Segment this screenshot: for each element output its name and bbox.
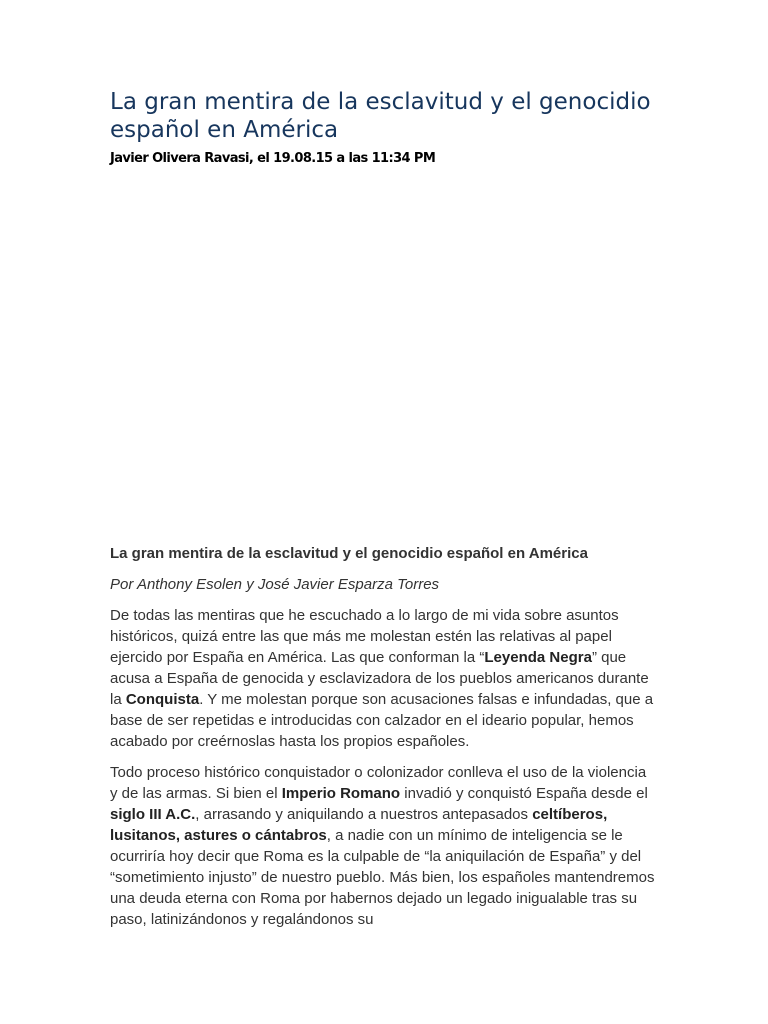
conquista-bold: Conquista xyxy=(125,691,200,708)
leyenda-negra-bold: Leyenda Negra xyxy=(484,649,592,666)
paragraph-1-text-2: ” que acusa a España de genocida y esclavizadora de los pueblos americanos durante la xyxy=(110,649,649,708)
article-authors: Por Anthony Esolen y José Javier Esparza Torres xyxy=(110,576,440,593)
article-body xyxy=(110,543,655,940)
paragraph-1-text-1: De todas las mentiras que he escuchado a lo largo de mi vida sobre asuntos históricos, quizá entre las que más me molestan estén las relativas al papel ejercido por España en América. Las que conforman la “ xyxy=(110,607,619,666)
article-subtitle: La gran mentira de la esclavitud y el genocidio español en América xyxy=(110,545,588,562)
siglo-bold: siglo III A.C. xyxy=(110,806,196,823)
article-title: La gran mentira de la esclavitud y el genocidio español en América xyxy=(110,89,651,143)
paragraph-2-text-1: Todo proceso histórico conquistador o colonizador conlleva el uso de la violencia y de las armas. Si bien el xyxy=(110,764,647,802)
imperio-romano-bold: Imperio Romano xyxy=(281,785,401,802)
paragraph-2-text-2: invadió y conquistó España desde el xyxy=(400,785,648,802)
paragraph-2-text-3: , arrasando y aniquilando a nuestros antepasados xyxy=(195,806,533,823)
article-byline: Javier Olivera Ravasi, el 19.08.15 a las 11:34 PM xyxy=(110,151,436,166)
pueblos-bold: celtíberos, lusitanos, astures o cántabros xyxy=(110,806,608,844)
paragraph-1 xyxy=(110,605,655,752)
paragraph-2 xyxy=(110,762,655,930)
paragraph-2-text-4: , a nadie con un mínimo de inteligencia se le ocurriría hoy decir que Roma es la culpable de “la aniquilación de España” y del “sometimiento injusto” de nuestro pueblo. Más bien, los españoles mantendremos una deuda eterna con Roma por habernos dejado un legado inigualable tras su paso, latinizándonos y regalándonos su xyxy=(110,827,655,928)
paragraph-1-text-3: . Y me molestan porque son acusaciones falsas e infundadas, que a base de ser repetidas e introducidas con calzador en el ideario popular, hemos acabado por creérnoslas hasta los propios españoles. xyxy=(110,691,654,750)
